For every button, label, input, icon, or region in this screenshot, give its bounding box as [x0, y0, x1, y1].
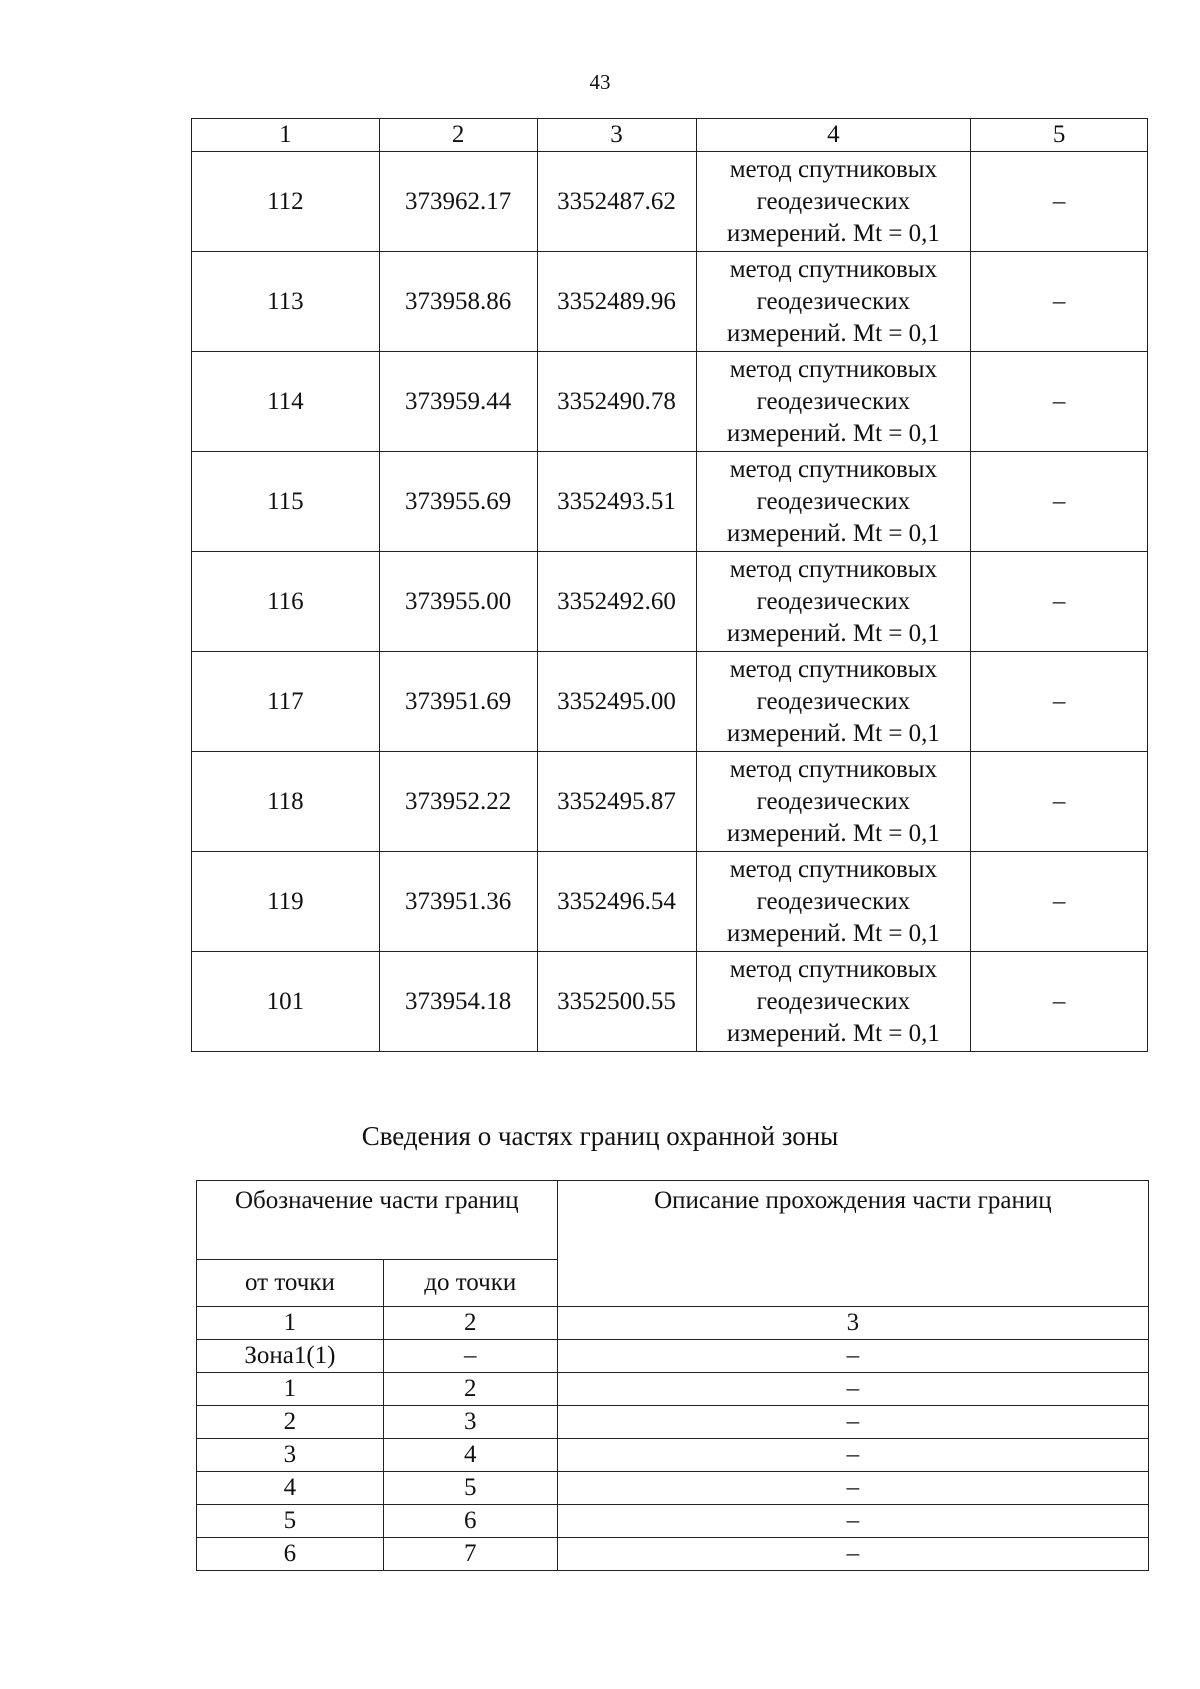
- table-row: [192, 752, 1148, 852]
- from-point-cell: 4: [197, 1472, 384, 1505]
- table-row: [197, 1373, 1149, 1406]
- from-point-cell: 3: [197, 1439, 384, 1472]
- point-number-cell: 112: [192, 152, 380, 252]
- method-cell: [696, 452, 971, 552]
- method-cell: [696, 952, 971, 1052]
- page-number: 43: [589, 70, 611, 94]
- x-coordinate-cell: 373951.69: [379, 652, 537, 752]
- method-line: метод спутниковых: [729, 655, 938, 683]
- description-cell: –: [557, 1406, 1148, 1439]
- table-row: [197, 1538, 1149, 1571]
- description-cell: –: [557, 1538, 1148, 1571]
- table-row: [192, 952, 1148, 1052]
- method-line: геодезических: [756, 287, 911, 315]
- header-cell: 2: [379, 119, 537, 152]
- method-cell: [696, 152, 971, 252]
- header-cell: 5: [971, 119, 1148, 152]
- y-coordinate-cell: 3352493.51: [537, 452, 696, 552]
- table-row: [192, 352, 1148, 452]
- section-title: Сведения о частях границ охранной зоны: [361, 1121, 839, 1151]
- note-cell: –: [971, 352, 1148, 452]
- x-coordinate-cell: 373955.69: [379, 452, 537, 552]
- method-cell: [696, 852, 971, 952]
- note-cell: –: [971, 852, 1148, 952]
- point-number-cell: 117: [192, 652, 380, 752]
- header-cell: 3: [537, 119, 696, 152]
- to-point-cell: 6: [383, 1505, 557, 1538]
- method-line: геодезических: [756, 487, 911, 515]
- description-cell: –: [557, 1505, 1148, 1538]
- note-cell: –: [971, 452, 1148, 552]
- x-coordinate-cell: 373959.44: [379, 352, 537, 452]
- from-point-cell: Зона1(1): [197, 1340, 384, 1373]
- table-row: [197, 1505, 1149, 1538]
- y-coordinate-cell: 3352487.62: [537, 152, 696, 252]
- method-cell: [696, 552, 971, 652]
- y-coordinate-cell: 3352500.55: [537, 952, 696, 1052]
- y-coordinate-cell: 3352489.96: [537, 252, 696, 352]
- method-line: измерений. Mt = 0,1: [726, 419, 940, 447]
- header-to-point: до точки: [383, 1260, 557, 1307]
- method-line: метод спутниковых: [729, 455, 938, 483]
- method-line: измерений. Mt = 0,1: [726, 319, 940, 347]
- method-line: измерений. Mt = 0,1: [726, 519, 940, 547]
- to-point-cell: 4: [383, 1439, 557, 1472]
- x-coordinate-cell: 373958.86: [379, 252, 537, 352]
- note-cell: –: [971, 152, 1148, 252]
- column-number-cell: 3: [557, 1307, 1148, 1340]
- column-number-cell: 2: [383, 1307, 557, 1340]
- coordinates-table: [191, 118, 1148, 1052]
- to-point-cell: –: [383, 1340, 557, 1373]
- point-number-cell: 116: [192, 552, 380, 652]
- table-row: [197, 1406, 1149, 1439]
- method-line: измерений. Mt = 0,1: [726, 619, 940, 647]
- method-line: метод спутниковых: [729, 555, 938, 583]
- x-coordinate-cell: 373962.17: [379, 152, 537, 252]
- boundary-parts-table: [196, 1180, 1149, 1571]
- description-cell: –: [557, 1439, 1148, 1472]
- from-point-cell: 1: [197, 1373, 384, 1406]
- table-row: [197, 1340, 1149, 1373]
- table-row: [192, 152, 1148, 252]
- header-description: Описание прохождения части границ: [557, 1181, 1148, 1307]
- method-line: измерений. Mt = 0,1: [726, 919, 940, 947]
- method-line: геодезических: [756, 387, 911, 415]
- description-cell: –: [557, 1340, 1148, 1373]
- method-line: метод спутниковых: [729, 255, 938, 283]
- method-cell: [696, 752, 971, 852]
- method-line: геодезических: [756, 787, 911, 815]
- to-point-cell: 3: [383, 1406, 557, 1439]
- method-line: метод спутниковых: [729, 355, 938, 383]
- table-row: [197, 1439, 1149, 1472]
- point-number-cell: 115: [192, 452, 380, 552]
- to-point-cell: 7: [383, 1538, 557, 1571]
- method-line: метод спутниковых: [729, 955, 938, 983]
- header-from-point: от точки: [197, 1260, 384, 1307]
- y-coordinate-cell: 3352492.60: [537, 552, 696, 652]
- method-line: метод спутниковых: [729, 855, 938, 883]
- method-line: измерений. Mt = 0,1: [726, 1019, 940, 1047]
- from-point-cell: 6: [197, 1538, 384, 1571]
- to-point-cell: 2: [383, 1373, 557, 1406]
- note-cell: –: [971, 952, 1148, 1052]
- method-line: измерений. Mt = 0,1: [726, 219, 940, 247]
- note-cell: –: [971, 752, 1148, 852]
- note-cell: –: [971, 652, 1148, 752]
- point-number-cell: 118: [192, 752, 380, 852]
- method-line: геодезических: [756, 187, 911, 215]
- description-cell: –: [557, 1373, 1148, 1406]
- y-coordinate-cell: 3352495.00: [537, 652, 696, 752]
- method-cell: [696, 352, 971, 452]
- table-row: [192, 552, 1148, 652]
- method-line: геодезических: [756, 587, 911, 615]
- table-header-row: [192, 119, 1148, 152]
- to-point-cell: 5: [383, 1472, 557, 1505]
- method-cell: [696, 652, 971, 752]
- table-row: [192, 452, 1148, 552]
- x-coordinate-cell: 373955.00: [379, 552, 537, 652]
- method-line: метод спутниковых: [729, 155, 938, 183]
- column-number-row: [197, 1307, 1149, 1340]
- header-cell: 1: [192, 119, 380, 152]
- table-row: [192, 652, 1148, 752]
- point-number-cell: 114: [192, 352, 380, 452]
- column-number-cell: 1: [197, 1307, 384, 1340]
- method-line: геодезических: [756, 987, 911, 1015]
- method-line: измерений. Mt = 0,1: [726, 819, 940, 847]
- header-cell: 4: [696, 119, 971, 152]
- table-row: [197, 1472, 1149, 1505]
- from-point-cell: 5: [197, 1505, 384, 1538]
- description-cell: –: [557, 1472, 1148, 1505]
- method-line: метод спутниковых: [729, 755, 938, 783]
- note-cell: –: [971, 552, 1148, 652]
- point-number-cell: 119: [192, 852, 380, 952]
- from-point-cell: 2: [197, 1406, 384, 1439]
- table-row: [192, 852, 1148, 952]
- x-coordinate-cell: 373952.22: [379, 752, 537, 852]
- header-designation: Обозначение части границ: [197, 1181, 558, 1260]
- table-row: [192, 252, 1148, 352]
- method-line: геодезических: [756, 687, 911, 715]
- y-coordinate-cell: 3352495.87: [537, 752, 696, 852]
- method-line: геодезических: [756, 887, 911, 915]
- point-number-cell: 101: [192, 952, 380, 1052]
- x-coordinate-cell: 373954.18: [379, 952, 537, 1052]
- point-number-cell: 113: [192, 252, 380, 352]
- method-line: измерений. Mt = 0,1: [726, 719, 940, 747]
- note-cell: –: [971, 252, 1148, 352]
- y-coordinate-cell: 3352496.54: [537, 852, 696, 952]
- y-coordinate-cell: 3352490.78: [537, 352, 696, 452]
- x-coordinate-cell: 373951.36: [379, 852, 537, 952]
- method-cell: [696, 252, 971, 352]
